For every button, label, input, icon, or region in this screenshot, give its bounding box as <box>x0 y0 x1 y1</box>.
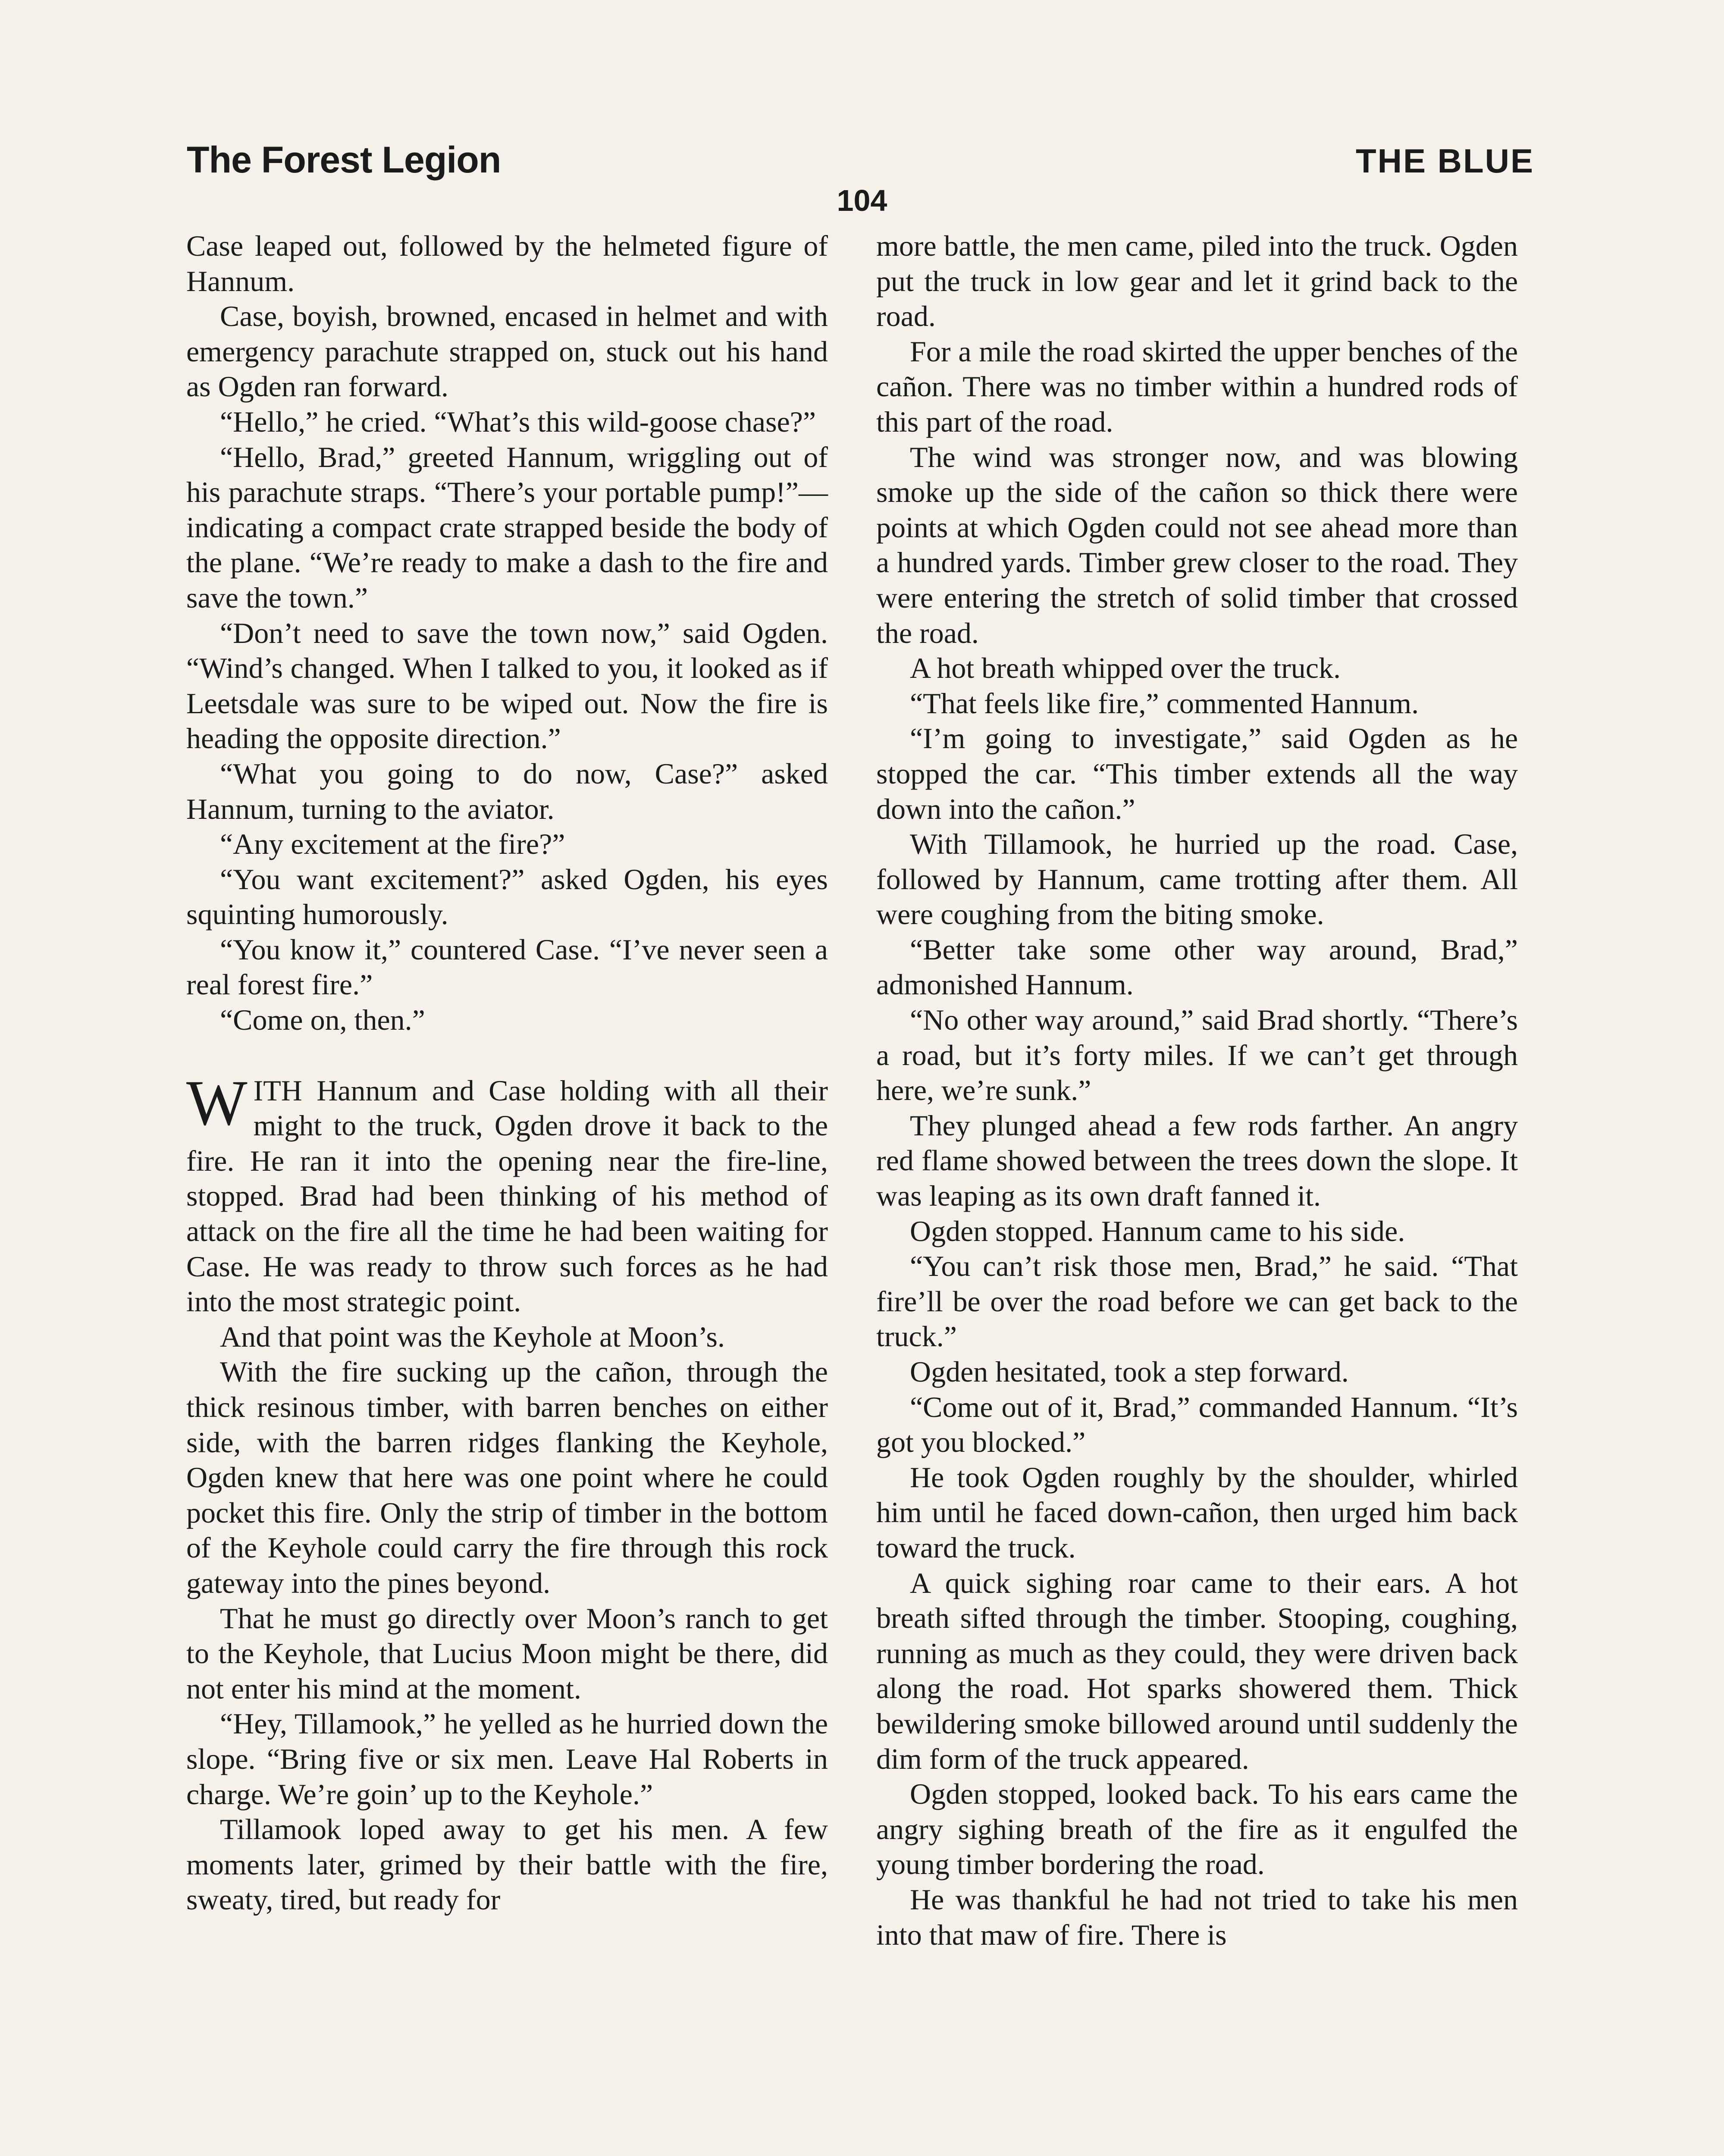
paragraph: “I’m going to investigate,” said Ogden as he stopped the car. “This timber extends all the way down into the cañon.” <box>876 722 1518 825</box>
paragraph: Case, boyish, browned, encased in helmet and with emergency parachute strapped on, stuck out his hand as Ogden ran forward. <box>186 300 828 403</box>
paragraph: “Hello, Brad,” greeted Hannum, wriggling out of his parachute straps. “There’s your portable pump!”—indicating a compact crate strapped beside the body of the plane. “We’re ready to make a dash to the fire and save the town.” <box>186 440 828 614</box>
paragraph: Tillamook loped away to get his men. A few moments later, grimed by their battle with the fire, sweaty, tired, but ready for <box>186 1813 828 1916</box>
paragraph: He took Ogden roughly by the shoulder, whirled him until he faced down-cañon, then urged him back toward the truck. <box>876 1460 1518 1564</box>
paragraph: “That feels like fire,” commented Hannum. <box>910 686 1419 720</box>
magazine-name: THE BLUE <box>1356 142 1534 180</box>
paragraph: “You can’t risk those men, Brad,” he said. “That fire’ll be over the road before we can get back to the truck.” <box>876 1250 1518 1353</box>
paragraph: more battle, the men came, piled into the truck. Ogden put the truck in low gear and let it grind back to the road. <box>876 229 1518 333</box>
paragraph: “Better take some other way around, Brad,” admonished Hannum. <box>876 933 1518 1001</box>
paragraph: That he must go directly over Moon’s ranch to get to the Keyhole, that Lucius Moon might be there, did not enter his mind at the moment. <box>186 1601 828 1705</box>
paragraph: And that point was the Keyhole at Moon’s. <box>220 1320 725 1353</box>
right-column <box>876 229 1518 1952</box>
paragraph: Ogden hesitated, took a step forward. <box>910 1355 1349 1388</box>
paragraph: The wind was stronger now, and was blowing smoke up the side of the cañon so thick there were points at which Ogden could not see ahead more than a hundred yards. Timber grew closer to the road. They were entering the stretch of solid timber that crossed the road. <box>876 440 1518 649</box>
dropcap-paragraph-text: ITH Hannum and Case holding with all their might to the truck, Ogden drove it back to the fire. He ran it into the opening near the fire-line, stopped. Brad had been thinking of his method of attack on the fire all the time he had been waiting for Case. He was ready to throw such forces as he had into the most strategic point. <box>186 1074 828 1318</box>
dropcap-letter: W <box>186 1067 248 1139</box>
paragraph: “Come out of it, Brad,” commanded Hannum. “It’s got you blocked.” <box>876 1390 1518 1459</box>
page-number: 104 <box>837 184 887 217</box>
paragraph: “Hey, Tillamook,” he yelled as he hurried down the slope. “Bring five or six men. Leave Hal Roberts in charge. We’re goin’ up to the Keyhole.” <box>186 1707 828 1811</box>
paragraph: “Come on, then.” <box>220 1003 425 1037</box>
paragraph: Case leaped out, followed by the helmeted figure of Hannum. <box>186 229 828 298</box>
paragraph: “Don’t need to save the town now,” said Ogden. “Wind’s changed. When I talked to you, it looked as if Leetsdale was sure to be wiped out. Now the fire is heading the opposite direction.” <box>186 616 828 755</box>
left-paragraphs-b <box>186 1319 828 1918</box>
paragraph: He was thankful he had not tried to take his men into that maw of fire. There is <box>876 1883 1518 1951</box>
paragraph: “You want excitement?” asked Ogden, his eyes squinting humorously. <box>186 862 828 931</box>
paragraph: Ogden stopped, looked back. To his ears came the angry sighing breath of the fire as it engulfed the young timber bordering the road. <box>876 1777 1518 1881</box>
paragraph: A quick sighing roar came to their ears. A hot breath sifted through the timber. Stooping, coughing, running as much as they could, they were driven back along the road. Hot sparks showered them. Thick bewildering smoke billowed around until suddenly the dim form of the truck appeared. <box>876 1566 1518 1775</box>
paragraph: They plunged ahead a few rods farther. An angry red flame showed between the trees down the slope. It was leaping as its own draft fanned it. <box>876 1109 1518 1213</box>
paragraph: Ogden stopped. Hannum came to his side. <box>910 1214 1405 1247</box>
left-paragraphs-a <box>186 229 828 1038</box>
paragraph: “Hello,” he cried. “What’s this wild-goose chase?” <box>220 405 816 438</box>
paragraph: “What you going to do now, Case?” asked Hannum, turning to the aviator. <box>186 757 828 825</box>
story-title: The Forest Legion <box>187 139 501 181</box>
dropcap-paragraph <box>186 1067 828 1319</box>
section-break <box>186 1038 828 1073</box>
paragraph: “You know it,” countered Case. “I’ve never seen a real forest fire.” <box>186 933 828 1001</box>
paragraph: “Any excitement at the fire?” <box>220 827 565 861</box>
paragraph: With Tillamook, he hurried up the road. Case, followed by Hannum, came trotting after them. All were coughing from the biting smoke. <box>876 827 1518 931</box>
paragraph: “No other way around,” said Brad shortly. “There’s a road, but it’s forty miles. If we can’t get through here, we’re sunk.” <box>876 1003 1518 1107</box>
paragraph: With the fire sucking up the cañon, through the thick resinous timber, with barren benches on either side, with the barren ridges flanking the Keyhole, Ogden knew that here was one point where he could pocket this fire. Only the strip of timber in the bottom of the Keyhole could carry the fire through this rock gateway into the pines beyond. <box>186 1355 828 1599</box>
paragraph: A hot breath whipped over the truck. <box>910 652 1341 685</box>
paragraph: For a mile the road skirted the upper benches of the cañon. There was no timber within a hundred rods of this part of the road. <box>876 335 1518 438</box>
left-column <box>186 229 828 1918</box>
